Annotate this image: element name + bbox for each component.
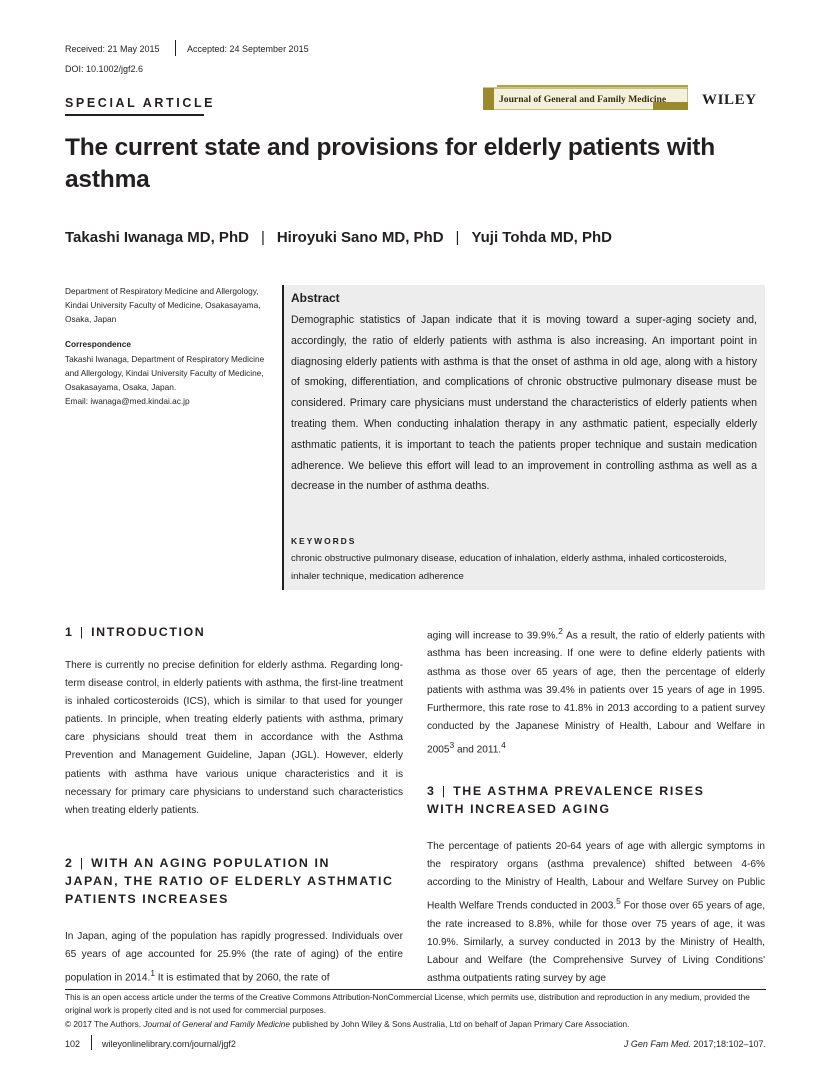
section-3-text [427,838,765,988]
abstract-rule [282,285,284,590]
section-title-line: THE ASTHMA PREVALENCE RISES [453,784,705,798]
section-3-heading [427,782,765,818]
citation-ref[interactable]: 1 [150,968,155,979]
journal-url[interactable]: wileyonlinelibrary.com/journal/jgf2 [102,1039,236,1049]
text-run: As a result, the ratio of elderly patients with asthma has been increasing. If one were to define elderly patients with asthma as those over 65 years of age, then the percentage of elderly patients with asthma was 39.4% in patients over 15 years of age in 1995. Furthermore, this rate rose to 41.8% in 2013 according to a patient survey conducted by the Japanese Ministry of Health, Labour and Welfare in 2005 [427,630,765,756]
heading-separator: | [441,784,446,798]
abstract-heading: Abstract [291,291,340,305]
text-run: aging will increase to 39.9%. [427,630,559,642]
article-title: The current state and provisions for elderly patients with asthma [65,134,716,193]
received-date: Received: 21 May 2015 [65,44,160,54]
affiliation: Department of Respiratory Medicine and Allergology, Kindai University Faculty of Medicine, Osakasayama, Osaka, Japan [65,286,261,324]
journal-logo [483,85,688,110]
page-number: 102 [65,1039,81,1049]
journal-logo-side-bar [483,88,494,110]
heading-separator: | [79,625,84,639]
accepted-date: Accepted: 24 September 2015 [187,44,309,54]
header-divider [175,40,176,56]
section-2-text [65,928,403,988]
citation-ref[interactable]: 2 [558,626,563,636]
text-run: It is estimated that by 2060, the rate of [155,972,330,984]
correspondence-heading: Correspondence [65,339,131,349]
section-number: 1 [65,625,72,639]
copyright-text: © 2017 The Authors. Journal of General and Family Medicine published by John Wiley & Sons Australia, Ltd on behalf of Japan Primary Care Association. [65,1018,630,1029]
abstract-text: Demographic statistics of Japan indicate that it is moving toward a super-aging society and, accordingly, the ratio of elderly patients with asthma is also increasing. An important point in diagnosing elderly patients with asthma is that the onset of asthma in old age, along with a history of smoking, differentiation, and complications of chronic obstructive pulmonary disease must be considered. Primary care physicians must understand the characteristics of elderly patients when treating them. When conducting inhalation therapy in any asthmatic patient, especially elderly asthmatic patients, it is important to teach the patients proper technique and sustain medication adherence. We believe this effort will lead to an improvement in controlling asthma as well as a decrease in the number of asthma deaths. [291,314,757,493]
journal-logo-text: Journal of General and Family Medicine [499,94,667,105]
correspondence-email[interactable]: Email: iwanaga@med.kindai.ac.jp [65,396,190,406]
footnote-rule [65,989,766,990]
section-title-line: WITH INCREASED AGING [427,802,611,816]
keywords-heading: KEYWORDS [291,536,357,546]
doi: DOI: 10.1002/jgf2.6 [65,64,144,74]
author-name: Takashi Iwanaga MD, PhD [65,229,249,246]
section-2-continued [427,622,765,759]
citation-ref[interactable]: 4 [501,739,506,750]
heading-separator: | [79,856,84,870]
article-type-underline [65,114,204,116]
citation-ref[interactable]: 3 [449,739,455,750]
section-1-heading [65,623,205,641]
section-title-line: JAPAN, THE RATIO OF ELDERLY ASTHMATIC [65,874,394,888]
author-name: Yuji Tohda MD, PhD [471,229,612,246]
citation-ref[interactable]: 5 [616,896,621,907]
journal-logo-top-bar [497,85,688,87]
section-title-line: PATIENTS INCREASES [65,892,229,906]
author-name: Hiroyuki Sano MD, PhD [276,229,444,246]
wiley-logo: WILEY [702,92,757,108]
section-number: 3 [427,784,434,798]
license-text: This is an open access article under the terms of the Creative Commons Attribution-NonCommercial License, which permits use, distribution and reproduction in any medium, provided the original work is properly cited and is not used for commercial purposes. [65,992,750,1016]
citation: J Gen Fam Med. 2017;18:102–107. [623,1039,766,1049]
correspondence-block [65,352,265,408]
section-title-line: WITH AN AGING POPULATION IN [91,856,331,870]
text-run: and 2011. [454,744,502,756]
section-number: 2 [65,856,72,870]
article-type: SPECIAL ARTICLE [65,96,216,110]
text-run: For those over 65 years of age, the rate increased to 8.8%, while for those over 75 years of age, it was 10.9%. Similarly, a survey conducted in 2013 by the Ministry of Health, Labour and Welfare (the Comprehensive Survey of Living Conditions' asthma outpatients rating survey by age [427,900,765,985]
footer-divider [91,1035,92,1050]
text-run: The percentage of patients 20-64 years of age with allergic symptoms in the respiratory organs (asthma prevalence) shifted between 4-6% according to the Ministry of Health, Labour and Welfare Survey on Public Health Welfare Trends conducted in 2003. [427,841,765,912]
correspondence-text: Takashi Iwanaga, Department of Respiratory Medicine and Allergology, Kindai University Faculty of Medicine, Osakasayama, Osaka, Japan. [65,354,265,392]
author-separator: | [455,229,460,246]
section-title: INTRODUCTION [91,625,206,639]
section-1-text: There is currently no precise definition for elderly asthma. Regarding long-term disease control, in elderly patients with asthma, the first-line treatment is inhaled corticosteroids (ICS), which is similar to that used for younger patients. In principle, when treating elderly patients with asthma, primary care physicians should treat them in accordance with the Asthma Prevention and Management Guideline, Japan (JGL). However, elderly patients with asthma have various unique characteristics and it is necessary for primary care physicians to understand such characteristics when treating elderly patients. [65,660,403,816]
text-run: In Japan, aging of the population has rapidly progressed. Individuals over 65 years of age accounted for 25.9% (the rate of aging) of the entire population in 2014. [65,931,403,984]
section-2-heading [65,854,403,908]
author-separator: | [260,229,265,246]
license-footnote [65,991,766,1031]
keywords-list: chronic obstructive pulmonary disease, education of inhalation, elderly asthma, inhaled corticosteroids, inhaler technique, medication adherence [291,553,727,582]
author-list [65,229,612,246]
